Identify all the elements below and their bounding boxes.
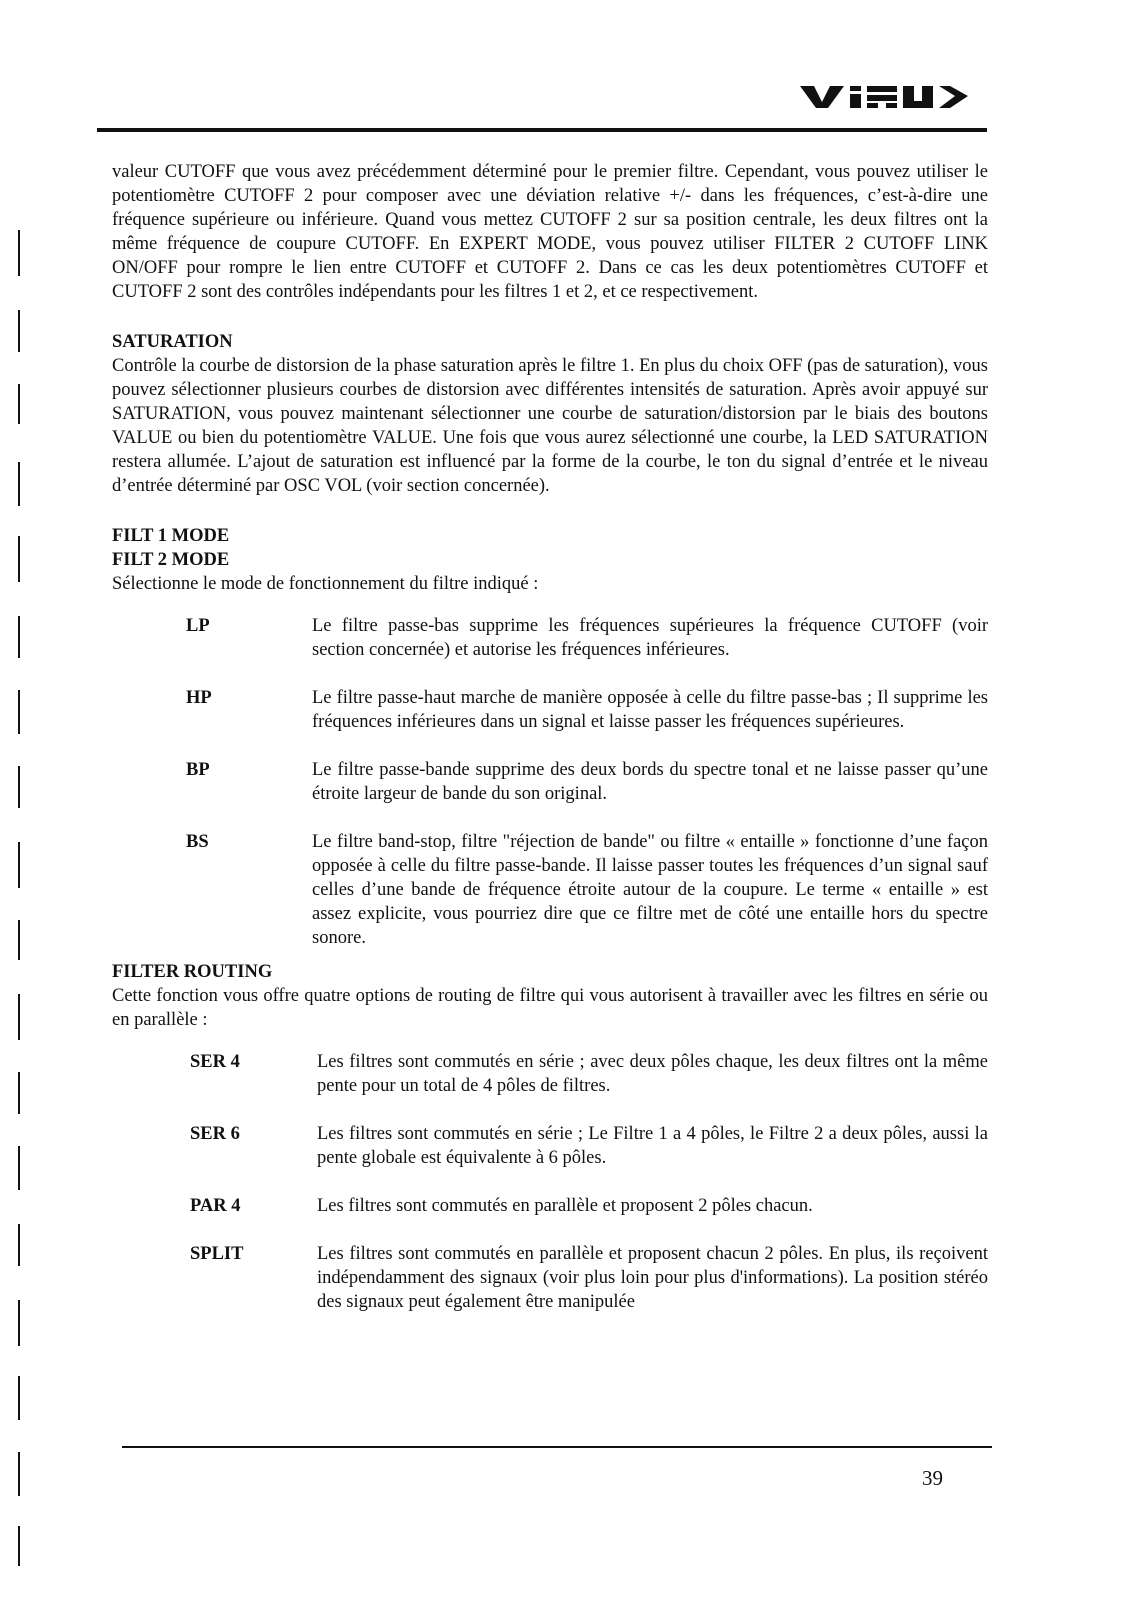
saturation-text: Contrôle la courbe de distorsion de la phase saturation après le filtre 1. En plus du choix OFF (pas de saturation), vous pouvez sélectionner plusieurs courbes de distorsion avec différentes intensités de saturation. Après avoir appuyé sur SATURATION, vous pouvez maintenant sélectionner une courbe de saturation/distorsion par le biais des boutons VALUE ou bien du potentiomètre VALUE. Une fois que vous aurez sélectionné une courbe, la LED SATURATION restera allumée. L’ajout de saturation est influencé par la forme de la courbe, le ton du signal d’entrée et le niveau d’entrée déterminé par OSC VOL (voir section concernée). (112, 356, 988, 496)
saturation-heading: SATURATION (112, 332, 233, 352)
routing-desc: Les filtres sont commutés en parallèle et proposent 2 pôles chacun. (317, 1196, 813, 1216)
mode-desc: Le filtre passe-haut marche de manière opposée à celle du filtre passe-bas ; Il supprime les fréquences inférieures dans un signal et laisse passer les fréquences supérieures. (312, 688, 988, 732)
scan-margin-marks (18, 230, 24, 1600)
cutoff-paragraph: valeur CUTOFF que vous avez précédemment déterminé pour le premier filtre. Cependant, vous pouvez utiliser le potentiomètre CUTOFF 2 pour composer avec une déviation relative +/- dans les fréquences, c’est-à-dire une fréquence supérieure ou inférieure. Quand vous mettez CUTOFF 2 sur sa position centrale, les deux filtres ont la même fréquence de coupure CUTOFF. En EXPERT MODE, vous pouvez utiliser FILTER 2 CUTOFF LINK ON/OFF pour rompre le lien entre CUTOFF et CUTOFF 2. Dans ce cas les deux potentiomètres CUTOFF et CUTOFF 2 sont des contrôles indépendants pour les filtres 1 et 2, et ce respectivement. (112, 162, 988, 302)
mode-term: BP (186, 760, 210, 780)
mode-desc: Le filtre passe-bande supprime des deux bords du spectre tonal et ne laisse passer qu’une étroite largeur de bande du son original. (312, 760, 988, 804)
list-item (112, 1242, 988, 1314)
virus-logo (800, 78, 980, 110)
list-item (112, 614, 988, 662)
routing-term: SER 6 (190, 1124, 240, 1144)
routing-term: PAR 4 (190, 1196, 241, 1216)
routing-desc: Les filtres sont commutés en série ; avec deux pôles chaque, les deux filtres ont la même pente pour un total de 4 pôles de filtres. (317, 1052, 988, 1096)
list-item (112, 686, 988, 734)
mode-term: HP (186, 688, 212, 708)
filt1-mode-heading: FILT 1 MODE (112, 526, 230, 546)
list-item (112, 1050, 988, 1098)
filter-routing-list (112, 1050, 988, 1314)
page-number: 39 (922, 1466, 943, 1490)
list-item (112, 1194, 988, 1218)
list-item (112, 1122, 988, 1170)
routing-desc: Les filtres sont commutés en série ; Le Filtre 1 a 4 pôles, le Filtre 2 a deux pôles, aussi la pente globale est équivalente à 6 pôles. (317, 1124, 988, 1168)
routing-term: SER 4 (190, 1052, 240, 1072)
page-content (112, 160, 988, 1314)
footer-rule (122, 1446, 992, 1448)
mode-term: BS (186, 832, 209, 852)
routing-term: SPLIT (190, 1244, 244, 1264)
filter-mode-intro: Sélectionne le mode de fonctionnement du filtre indiqué : (112, 574, 539, 594)
mode-desc: Le filtre passe-bas supprime les fréquences supérieures la fréquence CUTOFF (voir section concernée) et autorise les fréquences inférieures. (312, 616, 988, 660)
filt2-mode-heading: FILT 2 MODE (112, 550, 230, 570)
routing-desc: Les filtres sont commutés en parallèle et proposent chacun 2 pôles. En plus, ils reçoivent indépendamment des signaux (voir plus loin pour plus d'informations). La position stéréo des signaux peut également être manipulée (317, 1244, 988, 1312)
mode-desc: Le filtre band-stop, filtre "réjection de bande" ou filtre « entaille » fonctionne d’une façon opposée à celle du filtre passe-bande. Il laisse passer toutes les fréquences d’un signal sauf celles d’une bande de fréquence étroite autour de la coupure. Le terme « entaille » est assez explicite, vous pourriez dire que ce filtre met de côté une entaille hors du spectre sonore. (312, 832, 988, 948)
filter-routing-heading: FILTER ROUTING (112, 962, 273, 982)
list-item (112, 758, 988, 806)
filter-mode-list (112, 614, 988, 950)
filter-routing-intro: Cette fonction vous offre quatre options de routing de filtre qui vous autorisent à travailler avec les filtres en série ou en parallèle : (112, 986, 988, 1030)
header-rule (97, 128, 987, 132)
mode-term: LP (186, 616, 210, 636)
list-item (112, 830, 988, 950)
